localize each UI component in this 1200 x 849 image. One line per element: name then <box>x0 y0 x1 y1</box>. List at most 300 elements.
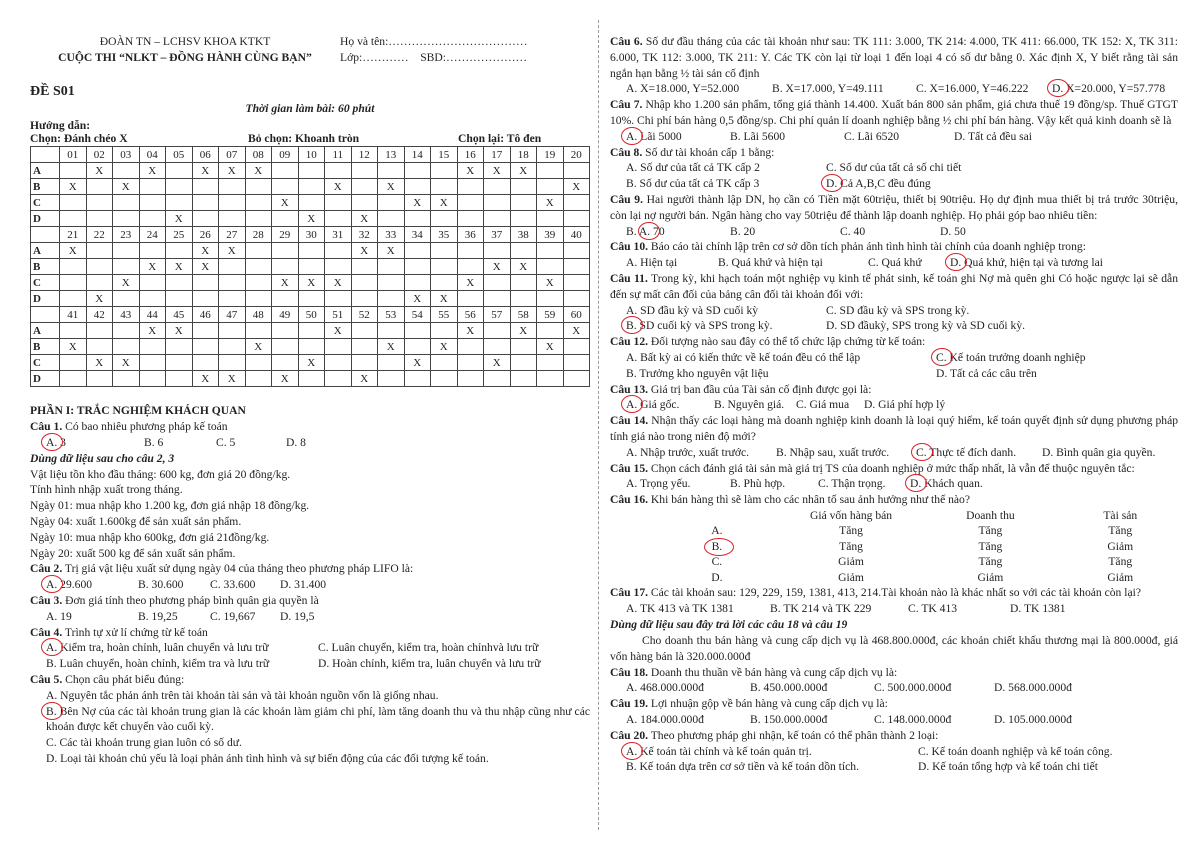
grid-answer-cell[interactable]: X <box>192 371 219 387</box>
q7-option-d[interactable]: D. Tất cả đều sai <box>954 129 1033 143</box>
grid-answer-cell[interactable]: X <box>60 243 87 259</box>
grid-answer-cell[interactable] <box>457 195 484 211</box>
grid-answer-cell[interactable]: X <box>457 275 484 291</box>
grid-answer-cell[interactable]: X <box>510 163 537 179</box>
q13-option-d[interactable]: D. Giá phí hợp lý <box>864 398 946 412</box>
grid-answer-cell[interactable] <box>60 355 87 371</box>
grid-answer-cell[interactable] <box>510 339 537 355</box>
grid-answer-cell[interactable] <box>86 179 113 195</box>
grid-answer-cell[interactable] <box>378 163 405 179</box>
q4-option-d[interactable]: D. Hoàn chỉnh, kiểm tra, luân chuyển và lưu trữ <box>318 657 541 671</box>
grid-answer-cell[interactable] <box>563 195 590 211</box>
q9-option-d[interactable]: D. 50 <box>940 224 966 238</box>
grid-answer-cell[interactable] <box>113 291 140 307</box>
grid-answer-cell[interactable]: X <box>351 211 378 227</box>
grid-answer-cell[interactable] <box>431 163 458 179</box>
q9-option-c[interactable]: C. 40 <box>840 224 866 238</box>
grid-answer-cell[interactable] <box>60 275 87 291</box>
grid-answer-cell[interactable] <box>60 211 87 227</box>
q14-option-d[interactable]: D. Bình quân gia quyền. <box>1042 445 1156 459</box>
q18-option-b[interactable]: B. 450.000.000đ <box>750 681 828 695</box>
q5-option-d[interactable]: D. Loại tài khoản chủ yếu là loại phản ánh tình hình và sự biến động của các đối tượng kế toán. <box>46 751 489 765</box>
grid-answer-cell[interactable] <box>351 339 378 355</box>
grid-answer-cell[interactable]: X <box>537 339 564 355</box>
grid-answer-cell[interactable] <box>484 323 511 339</box>
grid-answer-cell[interactable]: X <box>219 243 246 259</box>
grid-answer-cell[interactable] <box>404 179 431 195</box>
grid-answer-cell[interactable]: X <box>404 195 431 211</box>
grid-answer-cell[interactable] <box>537 243 564 259</box>
grid-answer-cell[interactable] <box>272 163 299 179</box>
grid-answer-cell[interactable] <box>537 355 564 371</box>
grid-answer-cell[interactable]: X <box>86 291 113 307</box>
grid-answer-cell[interactable] <box>219 211 246 227</box>
grid-answer-cell[interactable] <box>298 195 325 211</box>
grid-answer-cell[interactable] <box>457 179 484 195</box>
grid-answer-cell[interactable] <box>563 355 590 371</box>
grid-answer-cell[interactable] <box>510 243 537 259</box>
q19-option-b[interactable]: B. 150.000.000đ <box>750 712 828 726</box>
grid-answer-cell[interactable] <box>139 275 166 291</box>
grid-answer-cell[interactable]: X <box>378 179 405 195</box>
q16-option-row[interactable] <box>650 523 1178 539</box>
grid-answer-cell[interactable] <box>245 371 272 387</box>
q7-option-c[interactable]: C. Lãi 6520 <box>844 129 900 143</box>
q3-option-c[interactable]: C. 19,667 <box>210 609 256 623</box>
grid-answer-cell[interactable] <box>60 323 87 339</box>
grid-answer-cell[interactable] <box>272 211 299 227</box>
grid-answer-cell[interactable] <box>113 211 140 227</box>
grid-answer-cell[interactable] <box>219 355 246 371</box>
grid-answer-cell[interactable] <box>537 323 564 339</box>
grid-answer-cell[interactable] <box>325 291 352 307</box>
grid-answer-cell[interactable] <box>139 339 166 355</box>
grid-answer-cell[interactable] <box>378 211 405 227</box>
grid-answer-cell[interactable] <box>325 355 352 371</box>
q18-option-a[interactable]: A. 468.000.000đ <box>626 681 704 695</box>
grid-answer-cell[interactable] <box>219 259 246 275</box>
grid-answer-cell[interactable] <box>139 211 166 227</box>
grid-answer-cell[interactable] <box>60 195 87 211</box>
grid-answer-cell[interactable]: X <box>457 163 484 179</box>
grid-answer-cell[interactable] <box>113 259 140 275</box>
grid-answer-cell[interactable] <box>325 259 352 275</box>
grid-answer-cell[interactable] <box>139 195 166 211</box>
grid-answer-cell[interactable] <box>298 163 325 179</box>
grid-answer-cell[interactable] <box>325 163 352 179</box>
grid-answer-cell[interactable] <box>510 275 537 291</box>
grid-answer-cell[interactable] <box>192 195 219 211</box>
grid-answer-cell[interactable]: X <box>139 323 166 339</box>
grid-answer-cell[interactable] <box>60 259 87 275</box>
grid-answer-cell[interactable] <box>431 243 458 259</box>
grid-answer-cell[interactable] <box>192 211 219 227</box>
grid-answer-cell[interactable] <box>60 291 87 307</box>
grid-answer-cell[interactable] <box>166 355 193 371</box>
grid-answer-cell[interactable] <box>484 243 511 259</box>
grid-answer-cell[interactable] <box>325 211 352 227</box>
grid-answer-cell[interactable] <box>60 371 87 387</box>
grid-answer-cell[interactable] <box>298 291 325 307</box>
grid-answer-cell[interactable] <box>166 339 193 355</box>
grid-answer-cell[interactable]: X <box>325 275 352 291</box>
q17-option-d[interactable]: D. TK 1381 <box>1010 602 1066 616</box>
grid-answer-cell[interactable] <box>113 243 140 259</box>
q15-option-d[interactable]: D. Khách quan. <box>910 476 983 492</box>
grid-answer-cell[interactable]: X <box>537 195 564 211</box>
grid-answer-cell[interactable]: X <box>325 179 352 195</box>
grid-answer-cell[interactable]: X <box>298 355 325 371</box>
q17-option-c[interactable]: C. TK 413 <box>908 602 958 616</box>
grid-answer-cell[interactable]: X <box>484 259 511 275</box>
q3-option-b[interactable]: B. 19,25 <box>138 609 178 623</box>
grid-answer-cell[interactable] <box>484 275 511 291</box>
grid-answer-cell[interactable]: X <box>563 323 590 339</box>
grid-answer-cell[interactable] <box>457 243 484 259</box>
grid-answer-cell[interactable] <box>484 179 511 195</box>
grid-answer-cell[interactable] <box>431 211 458 227</box>
grid-answer-cell[interactable]: X <box>245 163 272 179</box>
grid-answer-cell[interactable] <box>484 291 511 307</box>
q6-option-b[interactable]: B. X=17.000, Y=49.111 <box>772 82 884 96</box>
grid-answer-cell[interactable] <box>86 243 113 259</box>
grid-answer-cell[interactable] <box>325 195 352 211</box>
grid-answer-cell[interactable] <box>113 371 140 387</box>
grid-answer-cell[interactable] <box>484 211 511 227</box>
grid-answer-cell[interactable] <box>166 163 193 179</box>
grid-answer-cell[interactable]: X <box>192 243 219 259</box>
grid-answer-cell[interactable] <box>563 243 590 259</box>
grid-answer-cell[interactable]: X <box>351 371 378 387</box>
grid-answer-cell[interactable]: X <box>166 323 193 339</box>
grid-answer-cell[interactable] <box>272 179 299 195</box>
q4-option-b[interactable]: B. Luân chuyển, hoàn chỉnh, kiểm tra và lưu trữ <box>46 657 270 671</box>
q16-option-row[interactable] <box>650 539 1178 555</box>
grid-answer-cell[interactable] <box>219 323 246 339</box>
q17-option-b[interactable]: B. TK 214 và TK 229 <box>770 602 872 616</box>
q18-option-c[interactable]: C. 500.000.000đ <box>874 681 952 695</box>
q13-option-a[interactable]: A. Giá gốc. <box>626 397 714 413</box>
q9-option-b[interactable]: B. 20 <box>730 224 756 238</box>
grid-answer-cell[interactable]: X <box>86 355 113 371</box>
grid-answer-cell[interactable] <box>245 243 272 259</box>
grid-answer-cell[interactable] <box>563 211 590 227</box>
q8-option-d[interactable]: D. Cả A,B,C đều đúng <box>826 176 931 192</box>
grid-answer-cell[interactable] <box>86 195 113 211</box>
grid-answer-cell[interactable]: X <box>192 259 219 275</box>
grid-answer-cell[interactable] <box>378 259 405 275</box>
q9-option-a[interactable]: B. A. 70 <box>626 224 730 240</box>
grid-answer-cell[interactable]: X <box>166 259 193 275</box>
grid-answer-cell[interactable] <box>219 195 246 211</box>
q14-option-a[interactable]: A. Nhập trước, xuất trước. <box>626 445 750 459</box>
grid-answer-cell[interactable] <box>457 259 484 275</box>
grid-answer-cell[interactable] <box>378 323 405 339</box>
grid-answer-cell[interactable] <box>245 275 272 291</box>
grid-answer-cell[interactable] <box>245 291 272 307</box>
grid-answer-cell[interactable] <box>510 355 537 371</box>
q1-option-d[interactable]: D. 8 <box>286 435 306 449</box>
grid-answer-cell[interactable]: X <box>484 355 511 371</box>
grid-answer-cell[interactable] <box>139 355 166 371</box>
grid-answer-cell[interactable] <box>563 163 590 179</box>
grid-answer-cell[interactable] <box>272 339 299 355</box>
grid-answer-cell[interactable] <box>219 275 246 291</box>
q5-option-b[interactable]: B. Bên Nợ của các tài khoản trung gian là các khoản làm giảm chi phí, làm tăng doanh thu và thu nhập cũng như các khoản được kết chuyển vào cuối kỳ. <box>30 704 590 736</box>
q11-option-c[interactable]: C. SD đầu kỳ và SPS trong kỳ. <box>826 303 970 317</box>
grid-answer-cell[interactable] <box>537 179 564 195</box>
grid-answer-cell[interactable] <box>192 291 219 307</box>
grid-answer-cell[interactable] <box>484 339 511 355</box>
grid-answer-cell[interactable] <box>404 243 431 259</box>
grid-answer-cell[interactable] <box>431 179 458 195</box>
grid-answer-cell[interactable] <box>537 259 564 275</box>
grid-answer-cell[interactable]: X <box>139 259 166 275</box>
grid-answer-cell[interactable]: X <box>537 275 564 291</box>
grid-answer-cell[interactable] <box>351 355 378 371</box>
grid-answer-cell[interactable]: X <box>113 355 140 371</box>
grid-answer-cell[interactable] <box>113 323 140 339</box>
grid-answer-cell[interactable] <box>245 211 272 227</box>
grid-answer-cell[interactable] <box>404 371 431 387</box>
q12-option-c[interactable]: C. Kế toán trưởng doanh nghiệp <box>936 350 1086 366</box>
grid-answer-cell[interactable] <box>245 195 272 211</box>
grid-answer-cell[interactable] <box>457 339 484 355</box>
grid-answer-cell[interactable]: X <box>219 371 246 387</box>
grid-answer-cell[interactable] <box>298 339 325 355</box>
grid-answer-cell[interactable] <box>351 179 378 195</box>
grid-answer-cell[interactable] <box>113 195 140 211</box>
grid-answer-cell[interactable] <box>139 371 166 387</box>
grid-answer-cell[interactable]: X <box>563 179 590 195</box>
grid-answer-cell[interactable] <box>510 211 537 227</box>
grid-answer-cell[interactable] <box>378 371 405 387</box>
grid-answer-cell[interactable]: X <box>60 339 87 355</box>
grid-answer-cell[interactable] <box>563 291 590 307</box>
q6-option-c[interactable]: C. X=16.000, Y=46.222 <box>916 82 1029 96</box>
grid-answer-cell[interactable] <box>537 163 564 179</box>
grid-answer-cell[interactable]: X <box>378 243 405 259</box>
q13-option-b[interactable]: B. Nguyên giá. <box>714 398 785 412</box>
grid-answer-cell[interactable] <box>510 179 537 195</box>
q5-option-a[interactable]: A. Nguyên tắc phản ánh trên tài khoản tài sản và tài khoản nguồn vốn là giống nhau. <box>46 688 439 702</box>
grid-answer-cell[interactable] <box>378 195 405 211</box>
grid-answer-cell[interactable] <box>404 275 431 291</box>
q7-option-b[interactable]: B. Lãi 5600 <box>730 129 786 143</box>
grid-answer-cell[interactable]: X <box>139 163 166 179</box>
grid-answer-cell[interactable]: X <box>510 323 537 339</box>
grid-answer-cell[interactable] <box>378 291 405 307</box>
q12-option-b[interactable]: B. Trưởng kho nguyên vật liệu <box>626 366 769 380</box>
grid-answer-cell[interactable]: X <box>245 339 272 355</box>
q20-option-a[interactable]: A. Kế toán tài chính và kế toán quản trị. <box>626 744 918 760</box>
q15-option-b[interactable]: B. Phù hợp. <box>730 477 786 491</box>
grid-answer-cell[interactable] <box>325 371 352 387</box>
grid-answer-cell[interactable] <box>484 371 511 387</box>
grid-answer-cell[interactable]: X <box>192 163 219 179</box>
q3-option-a[interactable]: A. 19 <box>46 609 72 623</box>
grid-answer-cell[interactable]: X <box>351 243 378 259</box>
grid-answer-cell[interactable] <box>537 211 564 227</box>
grid-answer-cell[interactable] <box>537 291 564 307</box>
grid-answer-cell[interactable]: X <box>510 259 537 275</box>
q8-option-c[interactable]: C. Số dư của tất cả số chi tiết <box>826 161 962 175</box>
grid-answer-cell[interactable] <box>351 195 378 211</box>
grid-answer-cell[interactable] <box>404 211 431 227</box>
grid-answer-cell[interactable] <box>219 179 246 195</box>
grid-answer-cell[interactable] <box>431 275 458 291</box>
grid-answer-cell[interactable] <box>510 291 537 307</box>
q14-option-c[interactable]: C. Thực tế đích danh. <box>916 445 1042 461</box>
grid-answer-cell[interactable] <box>86 339 113 355</box>
grid-answer-cell[interactable] <box>510 195 537 211</box>
grid-answer-cell[interactable]: X <box>113 275 140 291</box>
q2-option-d[interactable]: D. 31.400 <box>280 578 327 592</box>
grid-answer-cell[interactable] <box>431 371 458 387</box>
q19-option-c[interactable]: C. 148.000.000đ <box>874 712 952 726</box>
grid-answer-cell[interactable] <box>166 195 193 211</box>
grid-answer-cell[interactable] <box>139 291 166 307</box>
grid-answer-cell[interactable] <box>192 275 219 291</box>
q8-option-a[interactable]: A. Số dư của tất cả TK cấp 2 <box>626 161 760 175</box>
grid-answer-cell[interactable] <box>219 339 246 355</box>
q10-option-a[interactable]: A. Hiện tại <box>626 256 678 270</box>
grid-answer-cell[interactable] <box>272 291 299 307</box>
grid-answer-cell[interactable] <box>219 291 246 307</box>
grid-answer-cell[interactable] <box>404 323 431 339</box>
grid-answer-cell[interactable]: X <box>298 211 325 227</box>
q2-option-a[interactable]: A. 29.600 <box>46 577 138 593</box>
grid-answer-cell[interactable] <box>537 371 564 387</box>
grid-answer-cell[interactable]: X <box>431 291 458 307</box>
grid-answer-cell[interactable] <box>404 259 431 275</box>
q1-option-a[interactable]: A. 3 <box>46 435 144 451</box>
grid-answer-cell[interactable]: X <box>272 275 299 291</box>
grid-answer-cell[interactable] <box>457 291 484 307</box>
grid-answer-cell[interactable]: X <box>457 323 484 339</box>
q16-option-row[interactable] <box>650 554 1178 570</box>
q10-option-b[interactable]: B. Quá khứ và hiện tại <box>718 256 823 270</box>
grid-answer-cell[interactable] <box>139 243 166 259</box>
grid-answer-cell[interactable]: X <box>298 275 325 291</box>
grid-answer-cell[interactable] <box>86 371 113 387</box>
q20-option-d[interactable]: D. Kế toán tổng hợp và kế toán chi tiết <box>918 760 1098 774</box>
q6-option-a[interactable]: A. X=18.000, Y=52.000 <box>626 82 740 96</box>
grid-answer-cell[interactable] <box>113 339 140 355</box>
grid-answer-cell[interactable] <box>192 323 219 339</box>
grid-answer-cell[interactable]: X <box>272 195 299 211</box>
q18-option-d[interactable]: D. 568.000.000đ <box>994 681 1072 695</box>
grid-answer-cell[interactable] <box>60 163 87 179</box>
grid-answer-cell[interactable] <box>457 355 484 371</box>
grid-answer-cell[interactable] <box>351 291 378 307</box>
grid-answer-cell[interactable]: X <box>404 355 431 371</box>
grid-answer-cell[interactable] <box>431 355 458 371</box>
grid-answer-cell[interactable] <box>272 355 299 371</box>
grid-answer-cell[interactable]: X <box>219 163 246 179</box>
grid-answer-cell[interactable]: X <box>431 195 458 211</box>
q14-option-b[interactable]: B. Nhập sau, xuất trước. <box>776 445 890 459</box>
grid-answer-cell[interactable]: X <box>60 179 87 195</box>
grid-answer-cell[interactable] <box>86 323 113 339</box>
grid-answer-cell[interactable] <box>378 355 405 371</box>
q15-option-a[interactable]: A. Trọng yếu. <box>626 477 691 491</box>
grid-answer-cell[interactable] <box>86 275 113 291</box>
grid-answer-cell[interactable]: X <box>325 323 352 339</box>
q15-option-c[interactable]: C. Thận trọng. <box>818 477 886 491</box>
grid-answer-cell[interactable] <box>166 243 193 259</box>
grid-answer-cell[interactable]: X <box>378 339 405 355</box>
grid-answer-cell[interactable] <box>404 163 431 179</box>
grid-answer-cell[interactable]: X <box>404 291 431 307</box>
grid-answer-cell[interactable] <box>86 259 113 275</box>
grid-answer-cell[interactable] <box>431 259 458 275</box>
grid-answer-cell[interactable] <box>298 243 325 259</box>
grid-answer-cell[interactable] <box>563 259 590 275</box>
grid-answer-cell[interactable] <box>192 339 219 355</box>
grid-answer-cell[interactable] <box>272 323 299 339</box>
grid-answer-cell[interactable] <box>431 323 458 339</box>
grid-answer-cell[interactable] <box>298 179 325 195</box>
grid-answer-cell[interactable] <box>351 323 378 339</box>
grid-answer-cell[interactable] <box>325 339 352 355</box>
q19-option-d[interactable]: D. 105.000.000đ <box>994 712 1072 726</box>
q1-option-b[interactable]: B. 6 <box>144 435 164 449</box>
q20-option-c[interactable]: C. Kế toán doanh nghiệp và kế toán công. <box>918 744 1113 758</box>
q10-option-d[interactable]: D. Quá khứ, hiện tại và tương lai <box>950 255 1103 271</box>
grid-answer-cell[interactable] <box>166 371 193 387</box>
grid-answer-cell[interactable] <box>272 259 299 275</box>
q1-option-c[interactable]: C. 5 <box>216 435 236 449</box>
grid-answer-cell[interactable]: X <box>113 179 140 195</box>
grid-answer-cell[interactable] <box>272 243 299 259</box>
grid-answer-cell[interactable]: X <box>431 339 458 355</box>
q7-option-a[interactable]: A. Lãi 5000 <box>626 129 730 145</box>
q8-option-b[interactable]: B. Số dư của tất cả TK cấp 3 <box>626 177 760 191</box>
q2-option-c[interactable]: C. 33.600 <box>210 578 256 592</box>
grid-answer-cell[interactable] <box>563 339 590 355</box>
q6-option-d[interactable]: D. X=20.000, Y=57.778 <box>1052 81 1165 97</box>
grid-answer-cell[interactable]: X <box>272 371 299 387</box>
grid-answer-cell[interactable] <box>510 371 537 387</box>
q11-option-b[interactable]: B. SD cuối kỳ và SPS trong kỳ. <box>626 318 826 334</box>
q12-option-a[interactable]: A. Bất kỳ ai có kiến thức về kế toán đều có thể lập <box>626 350 861 364</box>
grid-answer-cell[interactable] <box>298 259 325 275</box>
grid-answer-cell[interactable] <box>245 323 272 339</box>
q11-option-d[interactable]: D. SD đầukỳ, SPS trong kỳ và SD cuối kỳ. <box>826 319 1026 333</box>
q13-option-c[interactable]: C. Giá mua <box>796 398 850 412</box>
grid-answer-cell[interactable] <box>245 355 272 371</box>
q16-option-row[interactable] <box>650 570 1178 586</box>
grid-answer-cell[interactable]: X <box>484 163 511 179</box>
grid-answer-cell[interactable] <box>166 179 193 195</box>
q4-option-a[interactable]: A. Kiểm tra, hoàn chỉnh, luân chuyển và lưu trữ <box>46 640 318 656</box>
grid-answer-cell[interactable] <box>351 259 378 275</box>
grid-answer-cell[interactable]: X <box>86 163 113 179</box>
q3-option-d[interactable]: D. 19,5 <box>280 609 315 623</box>
grid-answer-cell[interactable] <box>166 291 193 307</box>
grid-answer-cell[interactable] <box>457 211 484 227</box>
grid-answer-cell[interactable] <box>378 275 405 291</box>
q12-option-d[interactable]: D. Tất cả các câu trên <box>936 366 1037 380</box>
grid-answer-cell[interactable] <box>86 211 113 227</box>
grid-answer-cell[interactable] <box>404 339 431 355</box>
grid-answer-cell[interactable] <box>245 179 272 195</box>
grid-answer-cell[interactable] <box>113 163 140 179</box>
grid-answer-cell[interactable] <box>325 243 352 259</box>
grid-answer-cell[interactable] <box>298 323 325 339</box>
grid-answer-cell[interactable] <box>563 275 590 291</box>
